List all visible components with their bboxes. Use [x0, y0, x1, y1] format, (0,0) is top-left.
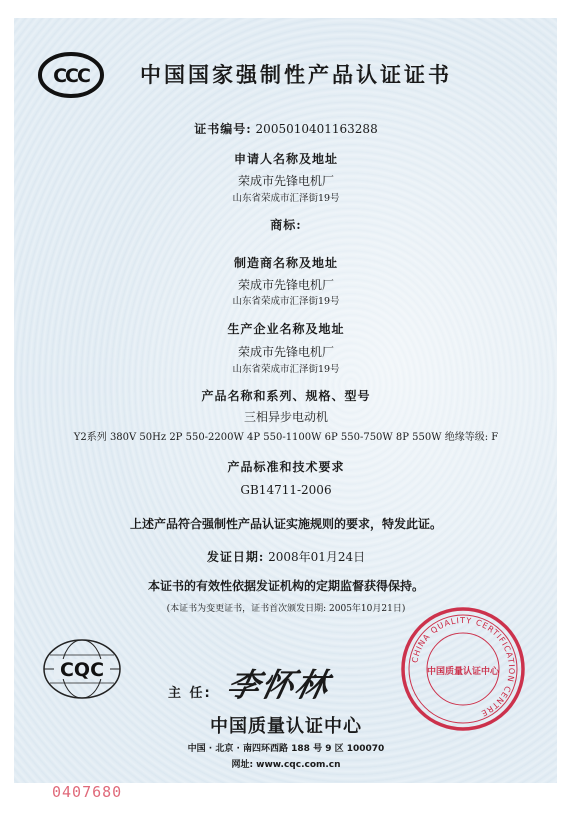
issue-date: 2008年01月24日 — [268, 550, 366, 564]
factory-heading: 生产企业名称及地址 — [227, 322, 345, 336]
manufacturer-name: 荣成市先锋电机厂 — [237, 278, 334, 292]
standard-heading: 产品标准和技术要求 — [227, 460, 345, 474]
factory-name: 荣成市先锋电机厂 — [237, 345, 334, 359]
certificate-number-label: 证书编号: — [194, 122, 252, 136]
cqc-logo-text: CQC — [59, 659, 105, 681]
official-seal — [398, 604, 528, 734]
cqc-logo — [40, 636, 124, 702]
product-name: 三相异步电动机 — [243, 410, 328, 424]
standard-value: GB14711-2006 — [240, 483, 332, 497]
issue-date-label: 发证日期: — [206, 550, 265, 564]
product-heading: 产品名称和系列、规格、型号 — [201, 389, 371, 403]
certificate-number-line — [0, 120, 572, 137]
issue-date-line — [0, 548, 572, 565]
change-note: (本证书为变更证书，证书首次颁发日期: 2005年10月21日) — [166, 604, 406, 614]
validity-statement: 本证书的有效性依据发证机构的定期监督获得保持。 — [147, 579, 424, 593]
conformity-statement: 上述产品符合强制性产品认证实施规则的要求，特发此证。 — [129, 517, 442, 531]
applicant-address: 山东省荣成市汇泽街19号 — [232, 193, 340, 204]
certificate-number: 2005010401163288 — [255, 122, 378, 136]
factory-address: 山东省荣成市汇泽街19号 — [232, 364, 340, 375]
issuer-address: 中国 · 北京 · 南四环西路 188 号 9 区 100070 — [187, 744, 385, 754]
ccc-logo-text: CCC — [53, 65, 89, 87]
ccc-logo — [38, 52, 104, 98]
serial-number: 0407680 — [52, 783, 123, 801]
product-spec: Y2系列 380V 50Hz 2P 550-2200W 4P 550-1100W 6P 550-750W 8P 550W 绝缘等级: F — [73, 432, 499, 443]
seal-inner-text: 中国质量认证中心 — [426, 667, 500, 677]
director-label: 主 任: — [168, 686, 212, 701]
trademark-heading: 商标: — [270, 218, 302, 232]
applicant-heading: 申请人名称及地址 — [233, 152, 338, 166]
manufacturer-heading: 制造商名称及地址 — [233, 256, 338, 270]
issuer-website: 网址: www.cqc.com.cn — [231, 760, 341, 770]
seal-outer-text: CHINA QUALITY CERTIFICATION CENTRE — [410, 615, 517, 719]
page-title: 中国国家强制性产品认证证书 — [140, 63, 452, 87]
manufacturer-address: 山东省荣成市汇泽街19号 — [232, 296, 340, 307]
applicant-name: 荣成市先锋电机厂 — [237, 174, 334, 188]
director-signature: 李怀林 — [223, 666, 334, 704]
issuer-name: 中国质量认证中心 — [210, 716, 362, 737]
